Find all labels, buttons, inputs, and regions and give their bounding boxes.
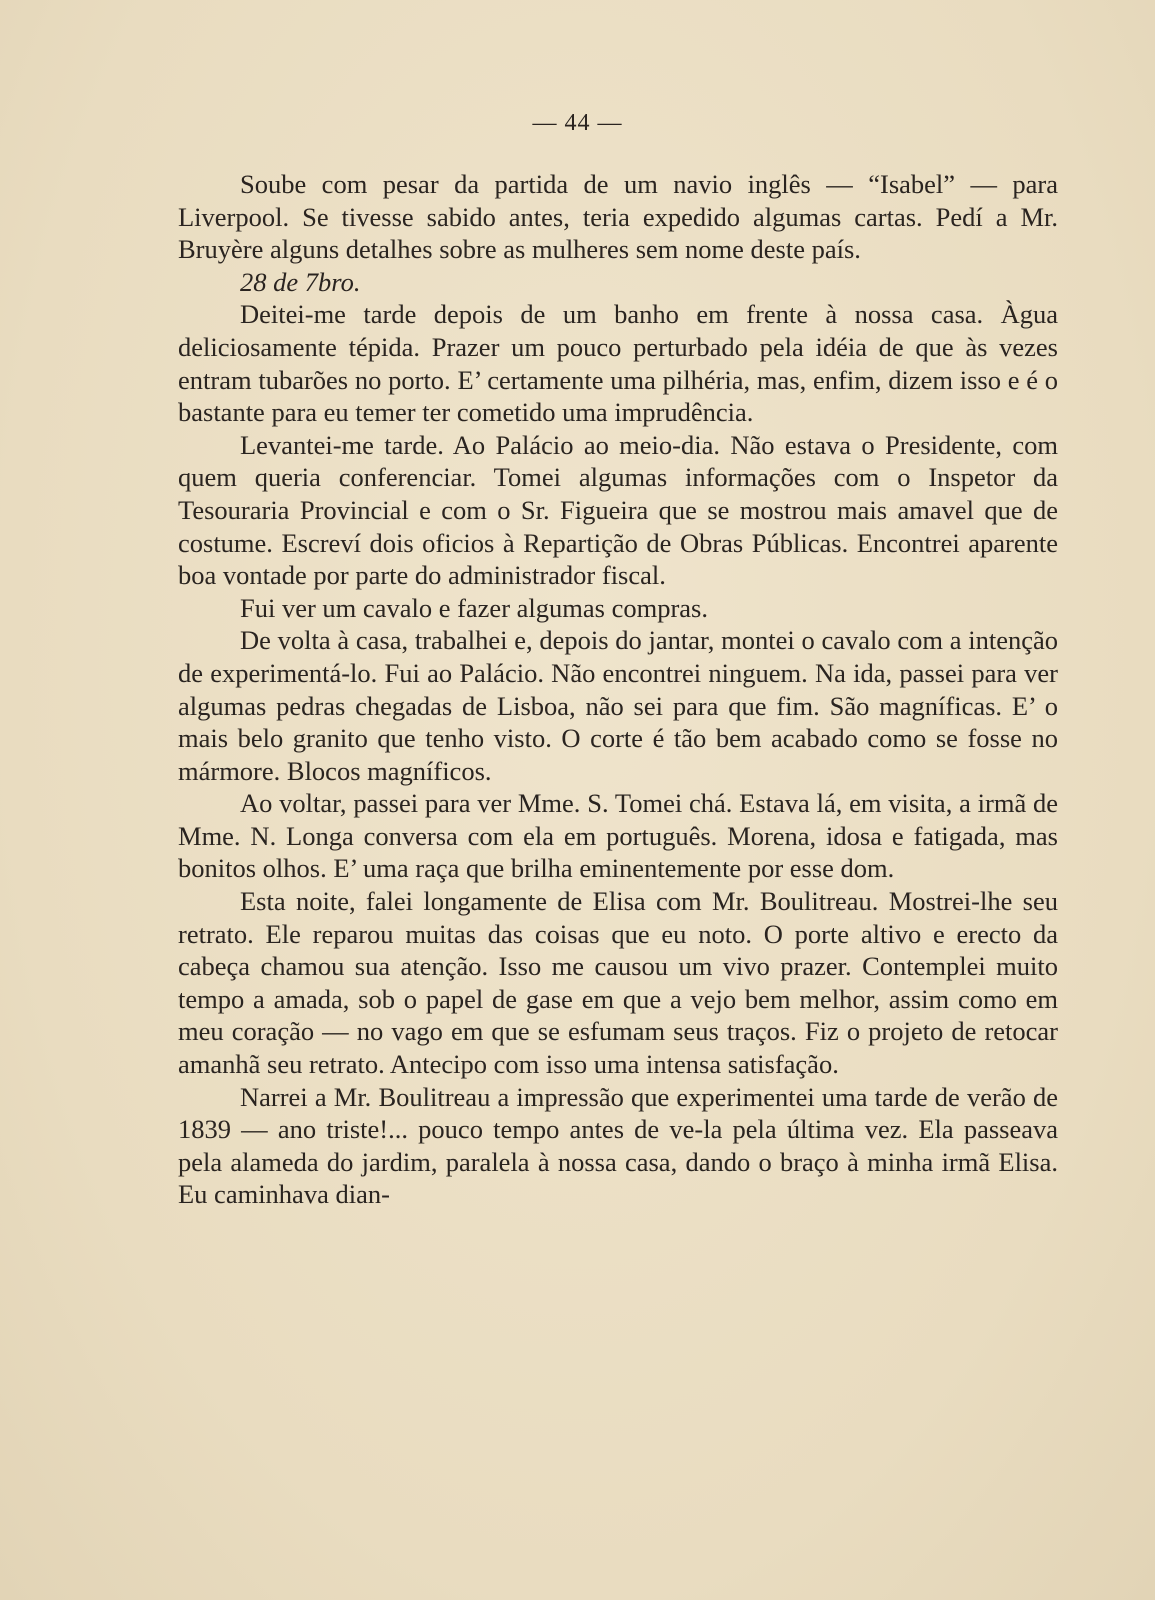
paragraph-intro: Soube com pesar da partida de um navio inglês — “Isabel” — para Liverpool. Se tivesse sabido antes, teria expedido algumas cartas. Pedí a Mr. Bruyère alguns detalhes sobre as mulheres sem nome deste país.	[178, 169, 1058, 265]
paragraph-5: Ao voltar, passei para ver Mme. S. Tomei chá. Estava lá, em visita, a irmã de Mme. N. Longa conversa com ela em português. Morena, idosa e fatigada, mas bonitos olhos. E’ uma raça que brilha eminentemente por esse dom.	[178, 788, 1058, 884]
paragraph-7: Narrei a Mr. Boulitreau a impressão que experimentei uma tarde de verão de 1839 — ano triste!... pouco tempo antes de ve-la pela última vez. Ela passeava pela alameda do jardim, paralela à nossa casa, dando o braço à minha irmã Elisa. Eu caminhava dian-	[178, 1081, 1058, 1210]
paragraph-6: Esta noite, falei longamente de Elisa com Mr. Boulitreau. Mostrei-lhe seu retrato. Ele reparou muitas das coisas que eu noto. O porte altivo e erecto da cabeça chamou sua atenção. Isso me causou um vivo prazer. Contemplei muito tempo a amada, sob o papel de gase em que a vejo bem melhor, assim como em meu coração — no vago em que se esfumam seus traços. Fiz o projeto de retocar amanhã seu retrato. Antecipo com isso uma intensa satisfação.	[178, 886, 1058, 1080]
body-text	[178, 168, 1058, 1211]
paragraph-3: Fui ver um cavalo e fazer algumas compras.	[240, 592, 708, 623]
paragraph-1: Deitei-me tarde depois de um banho em frente à nossa casa. Àgua deliciosamente tépida. Prazer um pouco perturbado pela idéia de que às vezes entram tubarões no porto. E’ certamente uma pilhéria, mas, enfim, dizem isso e é o bastante para eu temer ter cometido uma imprudência.	[178, 299, 1058, 428]
paragraph-4: De volta à casa, trabalhei e, depois do jantar, montei o cavalo com a intenção de experimentá-lo. Fui ao Palácio. Não encontrei ninguem. Na ida, passei para ver algumas pedras chegadas de Lisboa, não sei para que fim. São magníficas. E’ o mais belo granito que tenho visto. O corte é tão bem acabado como se fosse no mármore. Blocos magníficos.	[178, 625, 1058, 786]
date-heading: 28 de 7bro.	[240, 266, 361, 297]
page-number: — 44 —	[532, 110, 623, 136]
paragraph-2: Levantei-me tarde. Ao Palácio ao meio-dia. Não estava o Presidente, com quem queria conferenciar. Tomei algumas informações com o Inspetor da Tesouraria Provincial e com o Sr. Figueira que se mostrou mais amavel que de costume. Escreví dois oficios à Repartição de Obras Públicas. Encontrei aparente boa vontade por parte do administrador fiscal.	[178, 429, 1058, 591]
